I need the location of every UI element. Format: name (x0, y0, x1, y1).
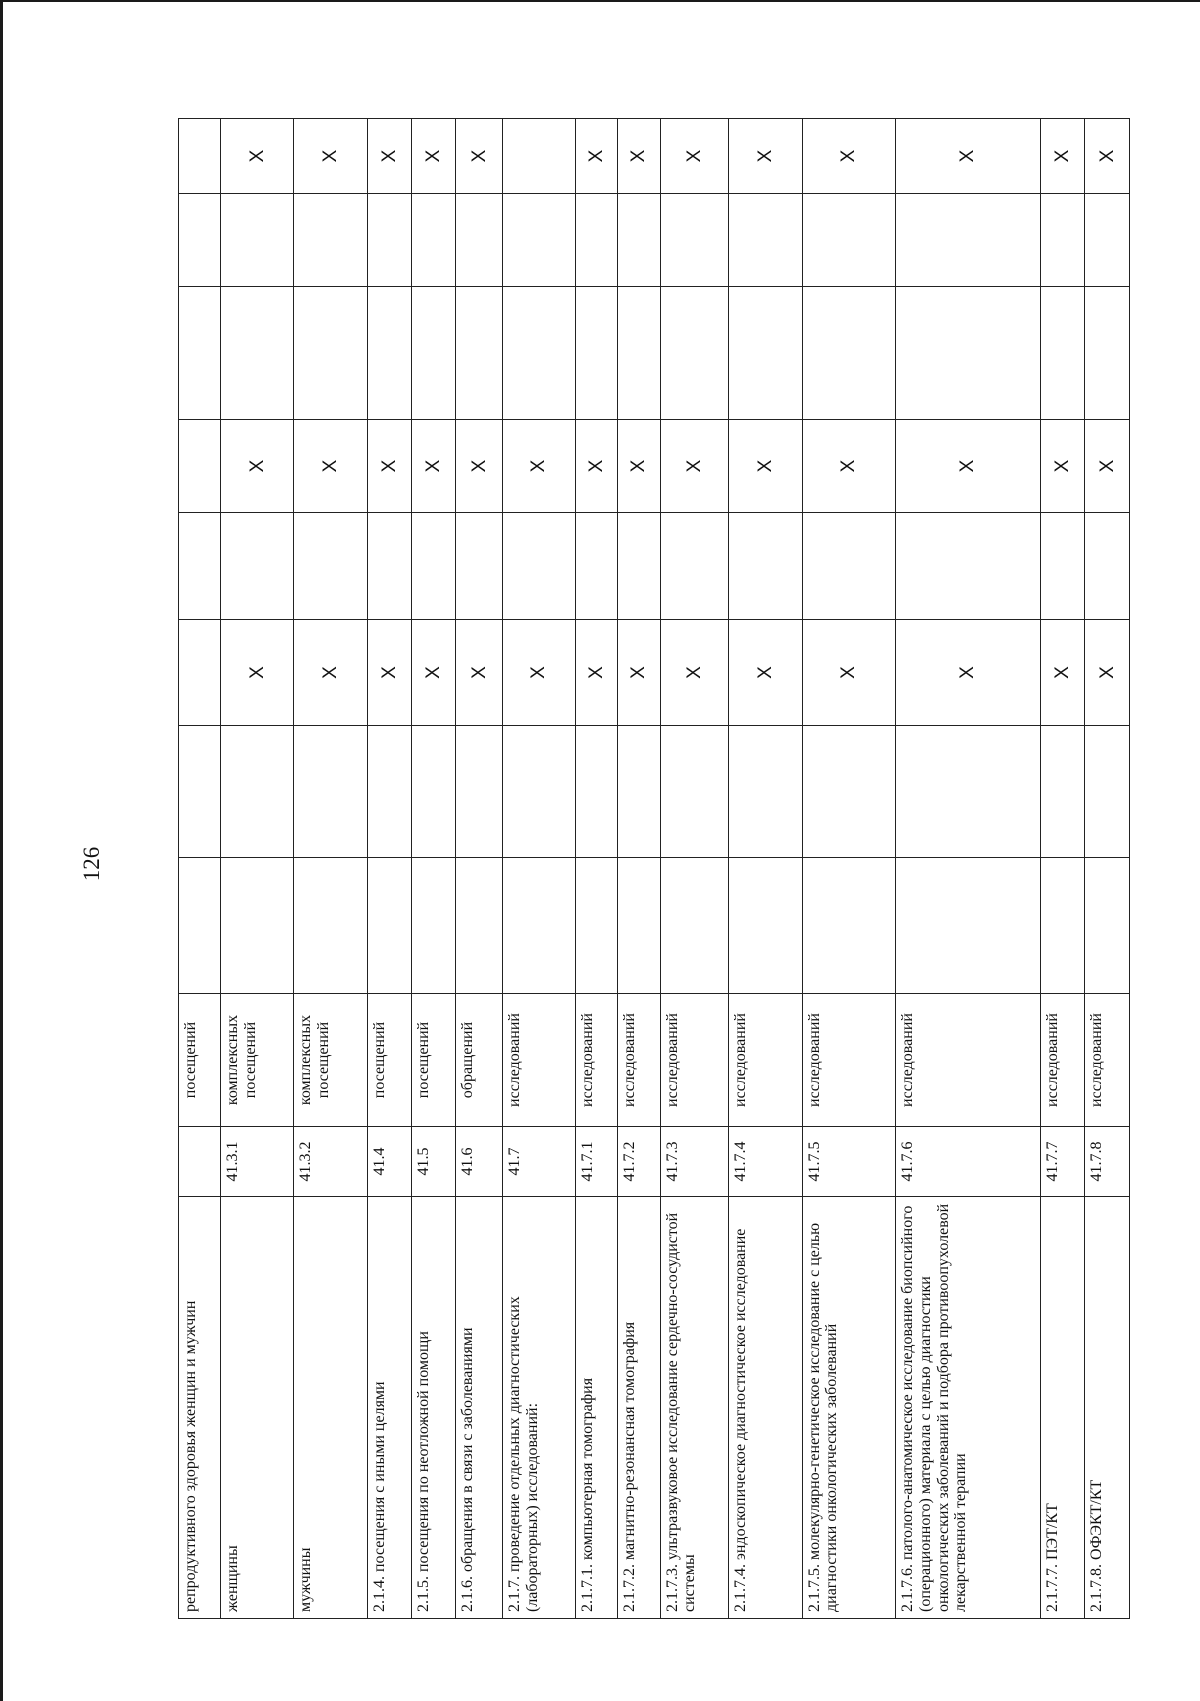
mark-cell (660, 287, 729, 420)
empty-cell (576, 858, 618, 994)
empty-cell (412, 194, 456, 287)
empty-cell (179, 513, 221, 620)
unit-cell: исследований (729, 994, 802, 1127)
row-label-cell: 2.1.7.7. ПЭТ/КТ (1041, 1197, 1085, 1619)
unit-cell: исследований (576, 994, 618, 1127)
table-row (576, 119, 618, 1619)
empty-cell (412, 858, 456, 994)
row-label-cell: 2.1.6. обращения в связи с заболеваниями (456, 1197, 503, 1619)
empty-cell (456, 513, 503, 620)
table-row (179, 119, 221, 1619)
mark-cell: X (576, 420, 618, 513)
mark-cell: X (895, 420, 1040, 513)
mark-cell: X (412, 119, 456, 194)
unit-cell: комплексных посещений (221, 994, 294, 1127)
empty-cell (221, 858, 294, 994)
empty-cell (502, 726, 575, 858)
code-cell: 41.7.8 (1085, 1127, 1130, 1197)
table-row (367, 119, 411, 1619)
empty-cell (294, 513, 367, 620)
empty-cell (367, 194, 411, 287)
unit-cell: исследований (660, 994, 729, 1127)
empty-cell (895, 513, 1040, 620)
table-row (895, 119, 1040, 1619)
empty-cell (660, 726, 729, 858)
empty-cell (179, 858, 221, 994)
row-label-cell: 2.1.7.3. ультразвуковое исследование сердечно-сосудистой системы (660, 1197, 729, 1619)
unit-cell: исследований (1041, 994, 1085, 1127)
mark-cell (502, 287, 575, 420)
mark-cell (179, 420, 221, 513)
empty-cell (1085, 726, 1130, 858)
row-label-cell: 2.1.7. проведение отдельных диагностических (лабораторных) исследований: (502, 1197, 575, 1619)
unit-cell: исследований (618, 994, 660, 1127)
empty-cell (502, 194, 575, 287)
empty-cell (618, 726, 660, 858)
mark-cell: X (729, 620, 802, 726)
page-number: 126 (79, 846, 104, 882)
mark-cell: X (802, 119, 895, 194)
row-label-cell: 2.1.7.2. магнитно-резонансная томография (618, 1197, 660, 1619)
mark-cell: X (456, 420, 503, 513)
empty-cell (456, 858, 503, 994)
empty-cell (802, 194, 895, 287)
row-label-cell: 2.1.7.1. компьютерная томография (576, 1197, 618, 1619)
table-row (1041, 119, 1085, 1619)
empty-cell (660, 194, 729, 287)
table-row (412, 119, 456, 1619)
mark-cell: X (294, 620, 367, 726)
mark-cell: X (502, 420, 575, 513)
mark-cell (1085, 287, 1130, 420)
unit-cell: исследований (1085, 994, 1130, 1127)
code-cell: 41.7.5 (802, 1127, 895, 1197)
code-cell: 41.7.1 (576, 1127, 618, 1197)
empty-cell (221, 194, 294, 287)
mark-cell (179, 119, 221, 194)
mark-cell (576, 287, 618, 420)
empty-cell (802, 513, 895, 620)
code-cell: 41.5 (412, 1127, 456, 1197)
mark-cell: X (1085, 119, 1130, 194)
empty-cell (294, 726, 367, 858)
table-row (294, 119, 367, 1619)
mark-cell: X (802, 420, 895, 513)
empty-cell (660, 513, 729, 620)
mark-cell (294, 287, 367, 420)
code-cell: 41.7 (502, 1127, 575, 1197)
mark-cell: X (802, 620, 895, 726)
empty-cell (895, 726, 1040, 858)
empty-cell (1041, 726, 1085, 858)
row-label-cell: 2.1.5. посещения по неотложной помощи (412, 1197, 456, 1619)
mark-cell (367, 287, 411, 420)
table-row (660, 119, 729, 1619)
rotated-table-container (178, 119, 1130, 1619)
empty-cell (576, 726, 618, 858)
mark-cell: X (576, 119, 618, 194)
empty-cell (576, 513, 618, 620)
mark-cell: X (729, 420, 802, 513)
empty-cell (221, 726, 294, 858)
mark-cell: X (456, 620, 503, 726)
table-row (221, 119, 294, 1619)
empty-cell (502, 858, 575, 994)
mark-cell (179, 287, 221, 420)
empty-cell (729, 726, 802, 858)
mark-cell: X (618, 620, 660, 726)
mark-cell: X (221, 620, 294, 726)
row-label-cell: мужчины (294, 1197, 367, 1619)
mark-cell: X (895, 620, 1040, 726)
mark-cell: X (618, 119, 660, 194)
scan-edge-left (0, 0, 3, 1701)
empty-cell (179, 726, 221, 858)
empty-cell (412, 726, 456, 858)
mark-cell (179, 620, 221, 726)
mark-cell (456, 287, 503, 420)
mark-cell: X (294, 420, 367, 513)
mark-cell: X (367, 119, 411, 194)
empty-cell (221, 513, 294, 620)
empty-cell (895, 194, 1040, 287)
mark-cell: X (576, 620, 618, 726)
mark-cell: X (221, 119, 294, 194)
data-table (178, 118, 1130, 1619)
unit-cell: посещений (179, 994, 221, 1127)
mark-cell: X (1041, 620, 1085, 726)
mark-cell: X (1085, 620, 1130, 726)
mark-cell: X (660, 620, 729, 726)
code-cell: 41.7.6 (895, 1127, 1040, 1197)
empty-cell (367, 858, 411, 994)
empty-cell (1085, 194, 1130, 287)
empty-cell (367, 513, 411, 620)
code-cell: 41.7.4 (729, 1127, 802, 1197)
empty-cell (802, 858, 895, 994)
mark-cell (221, 287, 294, 420)
unit-cell: исследований (802, 994, 895, 1127)
empty-cell (1041, 513, 1085, 620)
mark-cell: X (294, 119, 367, 194)
mark-cell (802, 287, 895, 420)
empty-cell (456, 726, 503, 858)
empty-cell (1041, 194, 1085, 287)
empty-cell (502, 513, 575, 620)
unit-cell: посещений (367, 994, 411, 1127)
table-row (618, 119, 660, 1619)
empty-cell (802, 726, 895, 858)
mark-cell: X (502, 620, 575, 726)
table-row (502, 119, 575, 1619)
empty-cell (294, 858, 367, 994)
row-label-cell: 2.1.7.6. патолого-анатомическое исследование биопсийного (операционного) материала с целью диагностики онкологических заболеваний и подбора противоопухолевой лекарственной терапии (895, 1197, 1040, 1619)
mark-cell (1041, 287, 1085, 420)
row-label-cell: репродуктивного здоровья женщин и мужчин (179, 1197, 221, 1619)
code-cell: 41.7.2 (618, 1127, 660, 1197)
mark-cell: X (1041, 420, 1085, 513)
mark-cell: X (1085, 420, 1130, 513)
table-row (802, 119, 895, 1619)
code-cell: 41.6 (456, 1127, 503, 1197)
code-cell: 41.4 (367, 1127, 411, 1197)
row-label-cell: 2.1.7.5. молекулярно-генетическое исследование с целью диагностики онкологических заболеваний (802, 1197, 895, 1619)
table-row (729, 119, 802, 1619)
table-body (179, 119, 1130, 1619)
empty-cell (1041, 858, 1085, 994)
table-row (1085, 119, 1130, 1619)
empty-cell (729, 858, 802, 994)
mark-cell: X (412, 620, 456, 726)
unit-cell: обращений (456, 994, 503, 1127)
mark-cell (895, 287, 1040, 420)
mark-cell: X (618, 420, 660, 513)
mark-cell: X (367, 420, 411, 513)
empty-cell (412, 513, 456, 620)
code-cell (179, 1127, 221, 1197)
empty-cell (179, 194, 221, 287)
mark-cell: X (367, 620, 411, 726)
row-label-cell: женщины (221, 1197, 294, 1619)
empty-cell (576, 194, 618, 287)
unit-cell: посещений (412, 994, 456, 1127)
mark-cell: X (456, 119, 503, 194)
empty-cell (1085, 513, 1130, 620)
code-cell: 41.3.1 (221, 1127, 294, 1197)
unit-cell: исследований (502, 994, 575, 1127)
mark-cell (502, 119, 575, 194)
mark-cell: X (1041, 119, 1085, 194)
mark-cell (618, 287, 660, 420)
row-label-cell: 2.1.7.8. ОФЭКТ/КТ (1085, 1197, 1130, 1619)
mark-cell (412, 287, 456, 420)
empty-cell (367, 726, 411, 858)
empty-cell (618, 513, 660, 620)
row-label-cell: 2.1.4. посещения с иными целями (367, 1197, 411, 1619)
empty-cell (618, 194, 660, 287)
mark-cell: X (660, 119, 729, 194)
mark-cell: X (895, 119, 1040, 194)
mark-cell: X (729, 119, 802, 194)
unit-cell: исследований (895, 994, 1040, 1127)
mark-cell: X (221, 420, 294, 513)
row-label-cell: 2.1.7.4. эндоскопическое диагностическое исследование (729, 1197, 802, 1619)
unit-cell: комплексных посещений (294, 994, 367, 1127)
empty-cell (895, 858, 1040, 994)
mark-cell (729, 287, 802, 420)
empty-cell (618, 858, 660, 994)
table-row (456, 119, 503, 1619)
empty-cell (456, 194, 503, 287)
code-cell: 41.3.2 (294, 1127, 367, 1197)
empty-cell (1085, 858, 1130, 994)
scan-edge-top (0, 0, 1200, 2)
code-cell: 41.7.7 (1041, 1127, 1085, 1197)
empty-cell (729, 513, 802, 620)
empty-cell (729, 194, 802, 287)
empty-cell (294, 194, 367, 287)
code-cell: 41.7.3 (660, 1127, 729, 1197)
mark-cell: X (412, 420, 456, 513)
mark-cell: X (660, 420, 729, 513)
empty-cell (660, 858, 729, 994)
